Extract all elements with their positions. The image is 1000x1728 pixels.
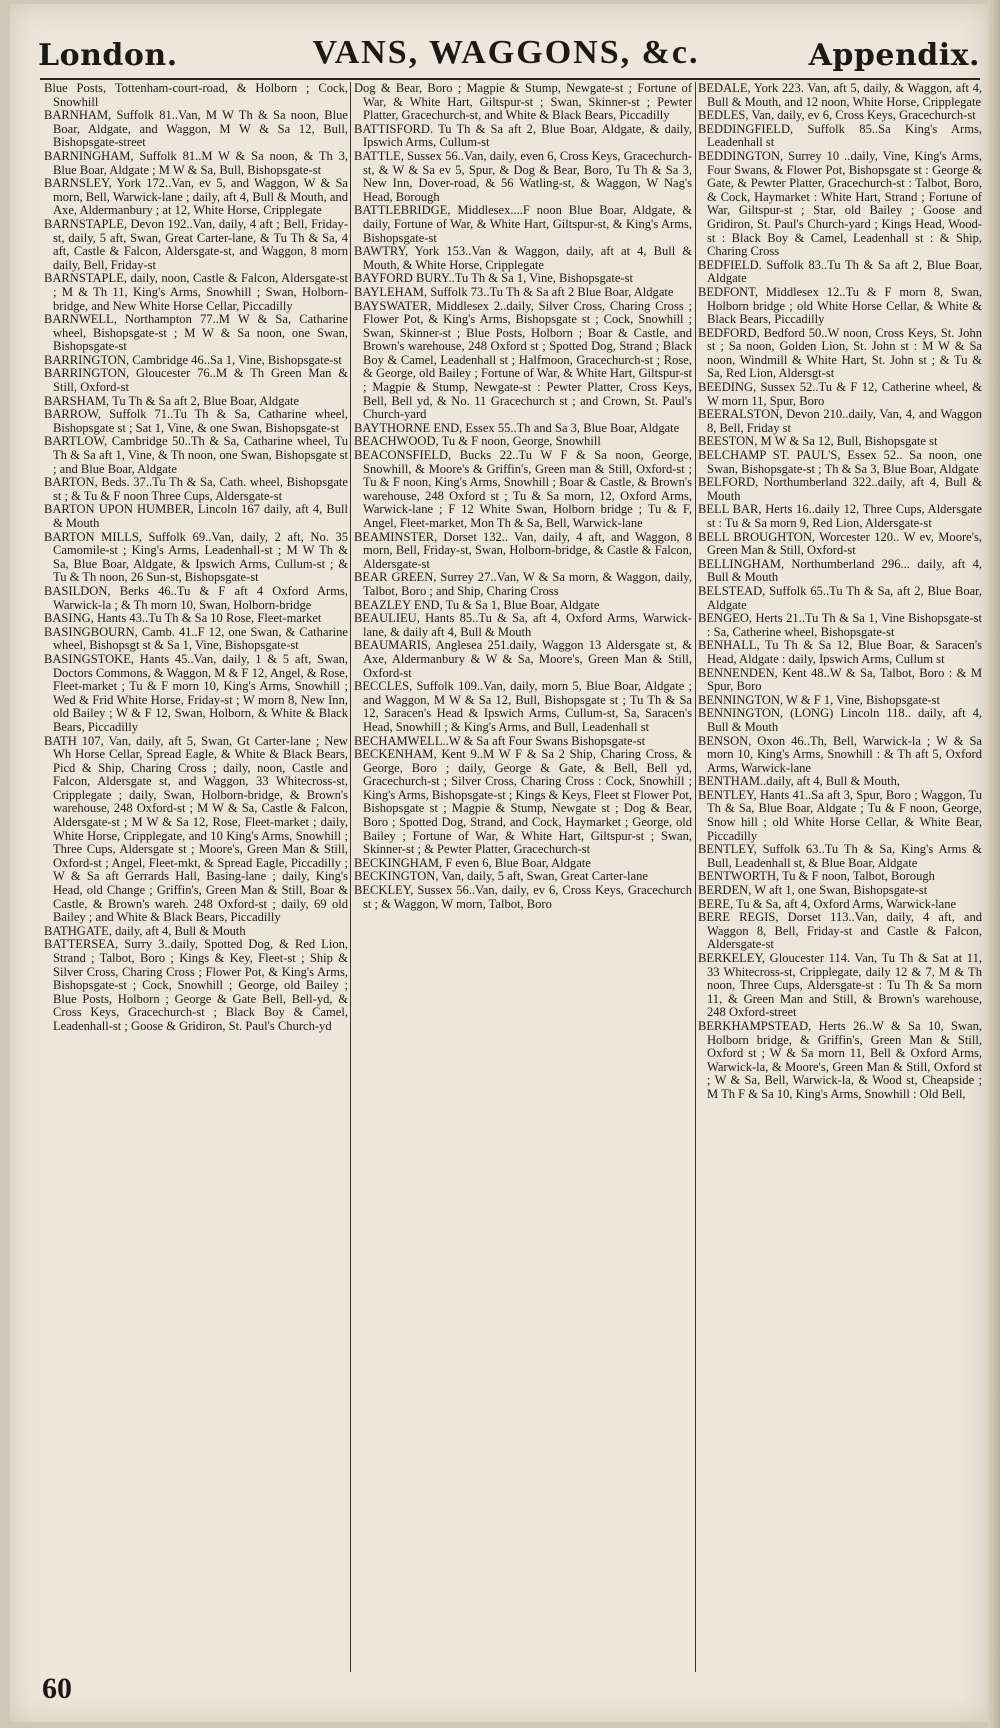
directory-entry: BARTON MILLS, Suffolk 69..Van, daily, 2 aft, No. 35 Camomile-st ; King's Arms, Leadenhall-st ; M W Th & Sa, Blue Boar, Aldgate, & Ipswich Arms, Cullum-st ; & Tu & Th noon, 26 Sun-st, Bishopsgate-st xyxy=(44,529,348,585)
directory-entry: BENSON, Oxon 46..Th, Bell, Warwick-la ; W & Sa morn 10, King's Arms, Snowhill : & Th aft 5, Oxford Arms, Warwick-lane xyxy=(698,733,982,775)
directory-entry: BARNSTAPLE, daily, noon, Castle & Falcon, Aldersgate-st ; M & Th 11, King's Arms, Snowhill ; Swan, Holborn-bridge, and New White Horse Cellar, Piccadilly xyxy=(44,271,348,313)
directory-entry: BATTERSEA, Surry 3..daily, Spotted Dog, & Red Lion, Strand ; Talbot, Boro ; Kings & Key, Fleet-st ; Ship & Silver Cross, Charing Cross ; Flower Pot, & King's Arms, Bishopsgate-st ; Cock, Snowhill ; George, old Bailey ; Blue Posts, Holborn ; George & Gate Bell, Bell-yd, & Cross Keys, Gracechurch-st ; Black Boy & Camel, Leadenhall-st ; Goose & Gridiron, St. Paul's Church-yd xyxy=(44,937,348,1033)
directory-entry: BERE, Tu & Sa, aft 4, Oxford Arms, Warwick-lane xyxy=(698,896,957,911)
directory-entry: BENTLEY, Suffolk 63..Tu Th & Sa, King's Arms & Bull, Leadenhall st, & Blue Boar, Aldgate xyxy=(698,842,982,870)
directory-entry: BEAZLEY END, Tu & Sa 1, Blue Boar, Aldgate xyxy=(354,597,600,612)
directory-entry: Blue Posts, Tottenham-court-road, & Holborn ; Cock, Snowhill xyxy=(44,82,348,109)
directory-entry: BELL BROUGHTON, Worcester 120.. W ev, Moore's, Green Man & Still, Oxford-st xyxy=(698,529,982,558)
directory-entry: BERKELEY, Gloucester 114. Van, Tu Th & Sat at 11, 33 Whitecross-st, Cripplegate, daily 12 & 7, M & Th noon, Three Cups, Aldersgate-st : Tu Th & Sa morn 11, & Green Man and Still, & Brown's warehouse, 248 Oxford-street xyxy=(698,951,982,1020)
directory-entry: BECKINGTON, Van, daily, 5 aft, Swan, Great Carter-lane xyxy=(354,869,648,884)
directory-entry: BEAULIEU, Hants 85..Tu & Sa, aft 4, Oxford Arms, Warwick-lane, & daily aft 4, Bull & Mouth xyxy=(354,611,692,639)
directory-entry: BATTLE, Sussex 56..Van, daily, even 6, Cross Keys, Gracechurch-st, & W & Sa ev 5, Spur, & Dog & Bear, Boro, Tu Th & Sa 3, New Inn, Dover-road, & 56 Watling-st, & Waggon, W Nag's Head, Borough xyxy=(354,148,692,204)
directory-entry: BAYSWATER, Middlesex 2..daily, Silver Cross, Charing Cross ; Flower Pot, & King's Arms, Bishopsgate st ; Cock, Snowhill ; Swan, Skinner-st ; Blue Posts, Holborn ; Boar & Castle, and Brown's warehouse, 248 Oxford st ; Spotted Dog, Strand ; Black Boy & Camel, Leadenhall st ; Halfmoon, Gracechurch-st ; Rose, & George, old Bailey ; Fortune of War, & White Hart, Giltspur-st ; Magpie & Stump, Newgate-st : Pewter Platter, Cross Keys, Bell, Bell yd, & No. 11 Gracechurch st ; and Crown, St. Paul's Church-yard xyxy=(354,298,692,422)
directory-entry: BEAMINSTER, Dorset 132.. Van, daily, 4 aft, and Waggon, 8 morn, Bell, Friday-st, Swan, Holborn-bridge, & Castle & Falcon, Aldersgate-st xyxy=(354,529,692,571)
directory-entry: BARTLOW, Cambridge 50..Th & Sa, Catharine wheel, Tu Th & Sa aft 1, Vine, & Th noon, one Swan, Bishopsgate st ; and Blue Boar, Aldgate xyxy=(44,434,348,476)
directory-entry: BECKLEY, Sussex 56..Van, daily, ev 6, Cross Keys, Gracechurch st ; & Waggon, W morn, Talbot, Boro xyxy=(354,883,692,911)
directory-entry: BECKINGHAM, F even 6, Blue Boar, Aldgate xyxy=(354,855,591,870)
directory-entry: BEAR GREEN, Surrey 27..Van, W & Sa morn, & Waggon, daily, Talbot, Boro ; and Ship, Charing Cross xyxy=(354,570,692,598)
column-divider xyxy=(350,82,351,1672)
directory-entry: BARNINGHAM, Suffolk 81..M W & Sa noon, & Th 3, Blue Boar, Aldgate ; M W & Sa, Bull, Bishopsgate-st xyxy=(44,148,348,177)
running-head xyxy=(32,32,980,76)
column-3 xyxy=(698,82,982,1682)
directory-entry: BARTON UPON HUMBER, Lincoln 167 daily, aft 4, Bull & Mouth xyxy=(44,502,348,530)
directory-entry: BEACHWOOD, Tu & F noon, George, Snowhill xyxy=(354,434,601,449)
directory-entry: BEACONSFIELD, Bucks 22..Tu W F & Sa noon, George, Snowhill, & Moore's & Griffin's, Green man & Still, Oxford-st ; Tu & F noon, King's Arms, Snowhill ; Boar & Castle, & Brown's warehouse, 248 Oxford st ; Tu & Sa morn, 12, Oxford Arms, Warwick-lane ; F 12 White Swan, Holborn bridge ; Tu & F, Angel, Fleet-market, Mon Th & Sa, Bell, Warwick-lane xyxy=(354,448,692,530)
directory-entry: BEDDINGTON, Surrey 10 ..daily, Vine, King's Arms, Four Swans, & Flower Pot, Bishopsgate st : George & Gate, & Pewter Platter, Gracechurch-st : Talbot, Boro, & Cock, Haymarket : White Hart, Strand ; Fortune of War, Giltspur-st ; Star, old Bailey ; Goose and Gridiron, St. Paul's Church-yard ; Kings Head, Wood-st : Black Boy & Camel, Leadenhall st : & Ship, Charing Cross xyxy=(698,148,982,259)
directory-entry: BEDFONT, Middlesex 12..Tu & F morn 8, Swan, Holborn bridge ; old White Horse Cellar, & White & Black Bears, Piccadilly xyxy=(698,284,982,327)
directory-entry: BELCHAMP ST. PAUL'S, Essex 52.. Sa noon, one Swan, Bishopsgate-st ; Th & Sa 3, Blue Boar, Aldgate xyxy=(698,448,982,476)
header-rule xyxy=(40,78,980,80)
directory-entry: BERKHAMPSTEAD, Herts 26..W & Sa 10, Swan, Holborn bridge, & Griffin's, Green Man & Still, Oxford st ; W & Sa morn 11, Bell & Oxford Arms, Warwick-la, & Moore's, Green Man & Still, Oxford st ; W & Sa, Bell, Warwick-la, & Wood st, Cheapside ; M Th F & Sa 10, King's Arms, Snowhill : Old Bell, xyxy=(698,1018,982,1101)
directory-entry: BEESTON, M W & Sa 12, Bull, Bishopsgate st xyxy=(698,434,938,449)
directory-entry: BARRINGTON, Gloucester 76..M & Th Green Man & Still, Oxford-st xyxy=(44,366,348,395)
directory-entry: BARNSTAPLE, Devon 192..Van, daily, 4 aft ; Bell, Friday-st, daily, 5 aft, Swan, Great Carter-lane, & Tu Th & Sa, 4 aft, Castle & Falcon, Aldersgate-st, and Waggon, 8 morn daily, Bell, Friday-st xyxy=(44,216,348,272)
directory-entry: BENTHAM..daily, aft 4, Bull & Mouth, xyxy=(698,774,901,789)
directory-entry: BARNHAM, Suffolk 81..Van, M W Th & Sa noon, Blue Boar, Aldgate, and Waggon, M W & Sa 12, Bull, Bishopsgate-street xyxy=(44,108,348,150)
directory-entry: BENHALL, Tu Th & Sa 12, Blue Boar, & Saracen's Head, Aldgate : daily, Ipswich Arms, Cullum st xyxy=(698,638,982,666)
directory-entry: BATH 107, Van, daily, aft 5, Swan, Gt Carter-lane ; New Wh Horse Cellar, Spread Eagle, & White & Black Bears, Picd & Ship, Charing Cross ; daily, noon, Castle and Falcon, Aldersgate st, and Waggon, 33 Whitecross-st, Cripplegate ; daily, Swan, Holborn-bridge, & Brown's warehouse, 248 Oxford-st ; M W & Sa, Castle & Falcon, Aldersgate-st ; M W & Sa 12, Rose, Fleet-market ; daily, White Horse, Cripplegate, and 10 King's Arms, Snowhill ; Three Cups, Aldersgate st ; Moore's, Green Man & Still, Oxford-st ; Angel, Fleet-mkt, & Spread Eagle, Piccadilly ; W & Sa aft Gerrards Hall, Basing-lane ; daily, King's Head, old Change ; Griffin's, Green Man & Still, Boar & Castle, & Brown's wareh. 248 Oxford-st ; daily, 69 old Bailey ; and White & Black Bears, Piccadilly xyxy=(44,733,348,925)
directory-entry: BARROW, Suffolk 71..Tu Th & Sa, Catharine wheel, Bishopsgate st ; Sat 1, Vine, & one Swan, Bishopsgate-st xyxy=(44,407,348,435)
directory-entry: BATHGATE, daily, aft 4, Bull & Mouth xyxy=(44,923,246,938)
directory-entry: BARNSLEY, York 172..Van, ev 5, and Waggon, W & Sa morn, Bell, Warwick-lane ; daily, aft 4, Bull & Mouth, and Axe, Aldermanbury ; at 12, White Horse, Cripplegate xyxy=(44,176,348,218)
directory-entry: BECKENHAM, Kent 9..M W F & Sa 2 Ship, Charing Cross, & George, Boro ; daily, George & Gate, & Bell, Bell yd, Gracechurch-st ; Silver Cross, Charing Cross : Cock, Snowhill ; King's Arms, Bishopsgate-st ; Kings & Keys, Fleet st Flower Pot, Bishopsgate st ; Magpie & Stump, Newgate st ; Dog & Bear, Boro ; Spotted Dog, Strand, and Cock, Haymarket ; George, old Bailey ; Fortune of War, & White Hart, Giltspur-st ; Swan, Skinner-st ; & Pewter Platter, Gracechurch-st xyxy=(354,747,692,857)
directory-entry: BARSHAM, Tu Th & Sa aft 2, Blue Boar, Aldgate xyxy=(44,393,300,408)
directory-entry: BARRINGTON, Cambridge 46..Sa 1, Vine, Bishopsgate-st xyxy=(44,352,342,367)
directory-entry: BASING, Hants 43..Tu Th & Sa 10 Rose, Fleet-market xyxy=(44,611,322,626)
directory-entry: BEAUMARIS, Anglesea 251.daily, Waggon 13 Aldersgate st, & Axe, Aldermanbury & W & Sa, Moore's, Green Man & Still, Oxford-st xyxy=(354,638,692,680)
directory-entry: BAYFORD BURY..Tu Th & Sa 1, Vine, Bishopsgate-st xyxy=(354,271,633,286)
directory-entry: BAYLEHAM, Suffolk 73..Tu Th & Sa aft 2 Blue Boar, Aldgate xyxy=(354,284,674,299)
directory-entry: BAWTRY, York 153..Van & Waggon, daily, aft at 4, Bull & Mouth, & White Horse, Cripplegate xyxy=(354,244,692,272)
directory-entry: BENTWORTH, Tu & F noon, Talbot, Borough xyxy=(698,869,935,884)
directory-entry: BELL BAR, Herts 16..daily 12, Three Cups, Aldersgate st : Tu & Sa morn 9, Red Lion, Aldersgate-st xyxy=(698,502,982,530)
directory-entry: BEDFORD, Bedford 50..W noon, Cross Keys, St. John st ; Sa noon, Golden Lion, St. John st : M W & Sa noon, Windmill & White Hart, St. John st ; & Tu & Sa, Red Lion, Aldersgt-st xyxy=(698,325,982,381)
running-head-left: London. xyxy=(38,38,178,73)
directory-entry: BEEDING, Sussex 52..Tu & F 12, Catherine wheel, & W morn 11, Spur, Boro xyxy=(698,380,982,408)
directory-entry: BASINGSTOKE, Hants 45..Van, daily, 1 & 5 aft, Swan, Doctors Commons, & Waggon, M & F 12, Angel, & Rose, Fleet-market ; Tu & F morn 10, King's Arms, Snowhill ; Wed & Frid White Horse, Friday-st ; W morn 8, New Inn, old Bailey ; W & F 12, Swan, Holborn, & White & Black Bears, Piccadilly xyxy=(44,651,348,734)
directory-entry: BEDALE, York 223. Van, aft 5, daily, & Waggon, aft 4, Bull & Mouth, and 12 noon, White Horse, Cripplegate xyxy=(698,82,982,109)
page-number: 60 xyxy=(42,1672,72,1705)
directory-entry: BECHAMWELL..W & Sa aft Four Swans Bishopsgate-st xyxy=(354,733,646,748)
directory-entry: BEERALSTON, Devon 210..daily, Van, 4, and Waggon 8, Bell, Friday st xyxy=(698,407,982,435)
directory-entry: BECCLES, Suffolk 109..Van, daily, morn 5, Blue Boar, Aldgate ; and Waggon, M W & Sa 12, Bull, Bishopsgate st ; Tu Th & Sa 12, Saracen's Head & Ipswich Arms, Cullum-st, Sa, Saracen's Head, Snowhill ; & King's Arms, and Bull, Leadenhall st xyxy=(354,679,692,734)
directory-entry: BENGEO, Herts 21..Tu Th & Sa 1, Vine Bishopsgate-st : Sa, Catherine wheel, Bishopsgate-st xyxy=(698,611,982,639)
column-1 xyxy=(44,82,348,1682)
directory-entry: BENNINGTON, (LONG) Lincoln 118.. daily, aft 4, Bull & Mouth xyxy=(698,706,982,734)
column-divider xyxy=(695,82,696,1672)
directory-entry: BEDDINGFIELD, Suffolk 85..Sa King's Arms, Leadenhall st xyxy=(698,121,982,150)
column-2 xyxy=(354,82,692,1682)
directory-entry: BENNENDEN, Kent 48..W & Sa, Talbot, Boro : & M Spur, Boro xyxy=(698,665,982,694)
directory-entry: BENTLEY, Hants 41..Sa aft 3, Spur, Boro ; Waggon, Tu Th & Sa, Blue Boar, Aldgate ; Tu & F noon, George, Snow hill ; old White Horse Cellar, & White Bear, Piccadilly xyxy=(698,787,982,843)
directory-entry: BERE REGIS, Dorset 113..Van, daily, 4 aft, and Waggon 8, Bell, Friday-st and Castle & Falcon, Aldersgate-st xyxy=(698,910,982,952)
directory-entry: BERDEN, W aft 1, one Swan, Bishopsgate-st xyxy=(698,883,928,898)
directory-entry: BASILDON, Berks 46..Tu & F aft 4 Oxford Arms, Warwick-la ; & Th morn 10, Swan, Holborn-bridge xyxy=(44,583,348,612)
directory-entry: BELLINGHAM, Northumberland 296... daily, aft 4, Bull & Mouth xyxy=(698,556,982,585)
directory-entry: BEDLES, Van, daily, ev 6, Cross Keys, Gracechurch-st xyxy=(698,108,976,123)
directory-entry: Dog & Bear, Boro ; Magpie & Stump, Newgate-st ; Fortune of War, & White Hart, Giltspur-st ; Swan, Skinner-st ; Pewter Platter, Gracechurch-st, and White & Black Bears, Piccadilly xyxy=(354,82,692,123)
page-edge xyxy=(988,0,1000,1728)
running-head-right: Appendix. xyxy=(808,38,980,73)
directory-entry: BATTLEBRIDGE, Middlesex....F noon Blue Boar, Aldgate, & daily, Fortune of War, & White Hart, Giltspur-st, & King's Arms, Bishopsgate-st xyxy=(354,203,692,245)
directory-entry: BELFORD, Northumberland 322..daily, aft 4, Bull & Mouth xyxy=(698,475,982,503)
running-head-title: VANS, WAGGONS, &c. xyxy=(312,34,700,71)
directory-entry: BENNINGTON, W & F 1, Vine, Bishopsgate-st xyxy=(698,692,940,707)
directory-entry: BARNWELL, Northampton 77..M W & Sa, Catharine wheel, Bishopsgate-st ; M W & Sa noon, one Swan, Bishopsgate-st xyxy=(44,312,348,354)
directory-entry: BASINGBOURN, Camb. 41..F 12, one Swan, & Catharine wheel, Bishopsgt st & Sa 1, Vine, Bishopsgate-st xyxy=(44,624,348,653)
directory-entry: BELSTEAD, Suffolk 65..Tu Th & Sa, aft 2, Blue Boar, Aldgate xyxy=(698,583,982,612)
directory-entry: BEDFIELD. Suffolk 83..Tu Th & Sa aft 2, Blue Boar, Aldgate xyxy=(698,257,982,286)
directory-entry: BATTISFORD. Tu Th & Sa aft 2, Blue Boar, Aldgate, & daily, Ipswich Arms, Cullum-st xyxy=(354,121,692,150)
directory-entry: BARTON, Beds. 37..Tu Th & Sa, Cath. wheel, Bishopsgate st ; & Tu & F noon Three Cups, Aldersgate-st xyxy=(44,475,348,503)
directory-entry: BAYTHORNE END, Essex 55..Th and Sa 3, Blue Boar, Aldgate xyxy=(354,420,680,435)
